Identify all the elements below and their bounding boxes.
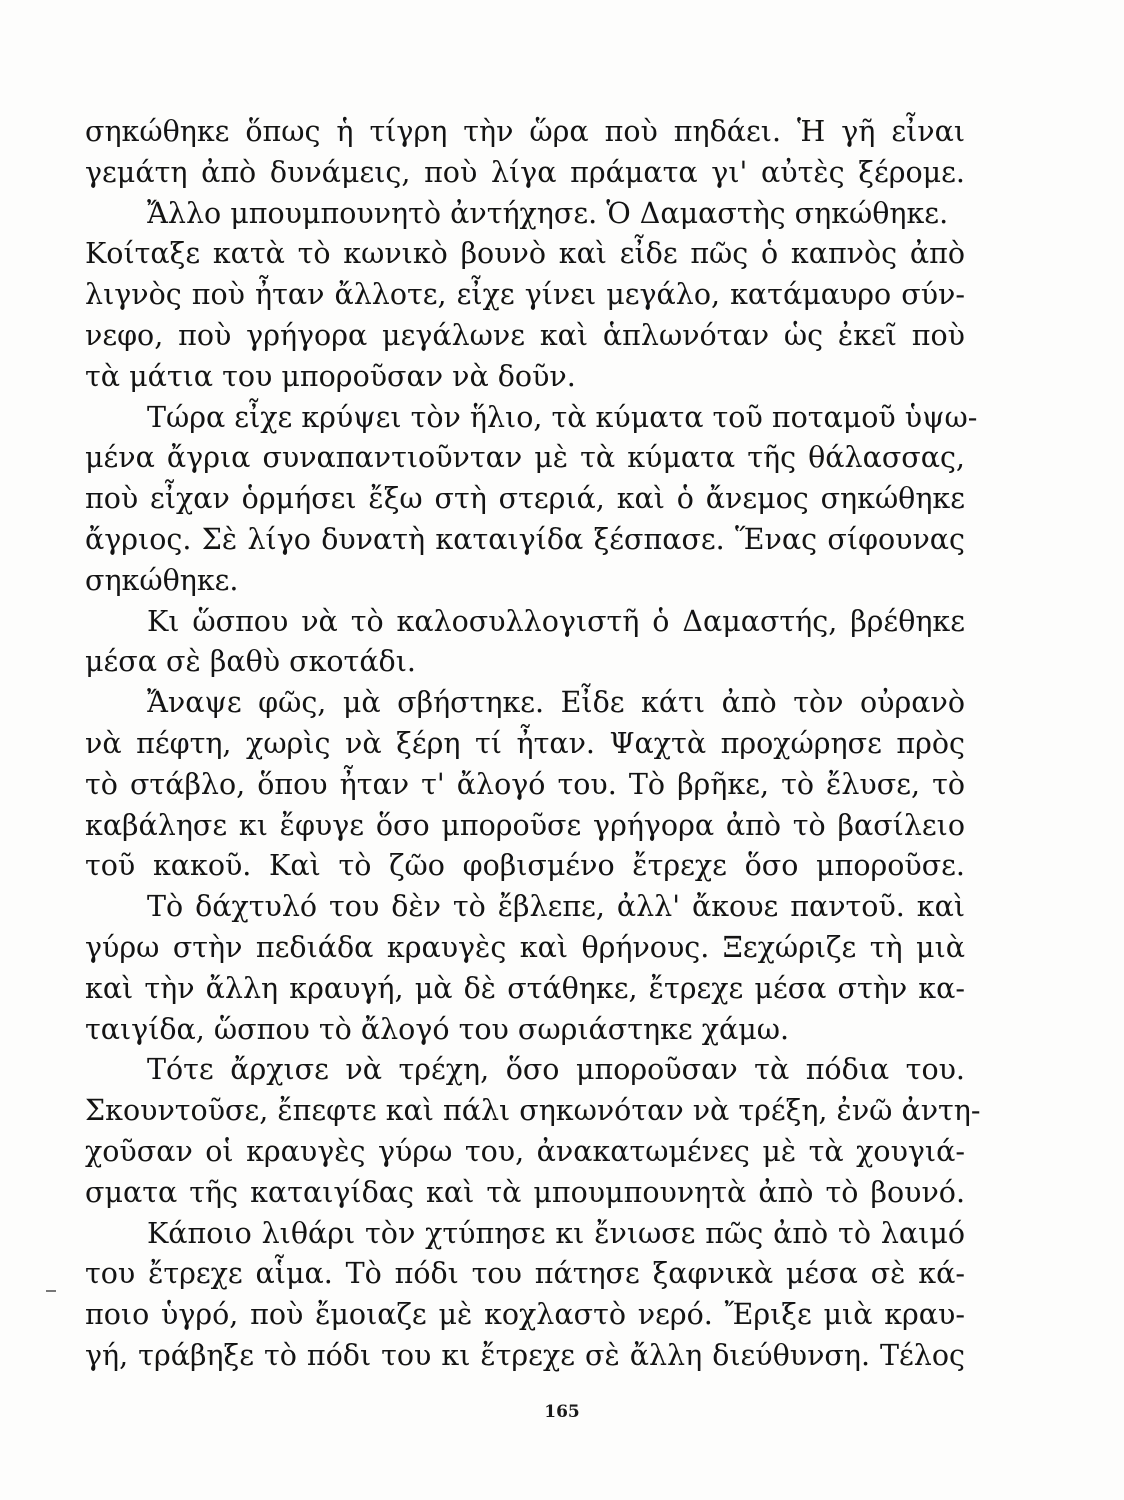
- text-line: Τὸ δάχτυλό του δὲν τὸ ἔβλεπε, ἀλλ' ἄκουε παντοῦ. καὶ: [147, 890, 965, 924]
- text-line: Ἄλλο μπουμπουνητὸ ἀντήχησε. Ὁ Δαμαστὴς σηκώθηκε.: [147, 196, 949, 230]
- text-line: μένα ἄγρια συναπαντιοῦνταν μὲ τὰ κύματα τῆς θάλασσας,: [85, 441, 965, 475]
- text-line: Κι ὥσπου νὰ τὸ καλοσυλλογιστῆ ὁ Δαμαστής, βρέθηκε: [147, 604, 965, 638]
- text-line: σματα τῆς καταιγίδας καὶ τὰ μπουμπουνητὰ ἀπὸ τὸ βουνό.: [85, 1175, 965, 1209]
- text-line: νεφο, ποὺ γρήγορα μεγάλωνε καὶ ἁπλωνόταν ὡς ἐκεῖ ποὺ: [85, 318, 965, 352]
- text-line: ποιο ὑγρό, ποὺ ἔμοιαζε μὲ κοχλαστὸ νερό. Ἔριξε μιὰ κραυ-: [85, 1298, 965, 1332]
- text-line: τὰ μάτια του μποροῦσαν νὰ δοῦν.: [85, 359, 576, 393]
- text-line: ταιγίδα, ὥσπου τὸ ἄλογό του σωριάστηκε χάμω.: [85, 1012, 790, 1046]
- text-line: σηκώθηκε.: [85, 563, 239, 597]
- text-line: καὶ τὴν ἄλλη κραυγή, μὰ δὲ στάθηκε, ἔτρεχε μέσα στὴν κα-: [85, 971, 965, 1005]
- text-line: γή, τράβηξε τὸ πόδι του κι ἔτρεχε σὲ ἄλλη διεύθυνση. Τέλος: [85, 1338, 965, 1372]
- text-line: καβάλησε κι ἔφυγε ὅσο μποροῦσε γρήγορα ἀπὸ τὸ βασίλειο: [85, 808, 965, 842]
- text-line: Κοίταξε κατὰ τὸ κωνικὸ βουνὸ καὶ εἶδε πῶς ὁ καπνὸς ἀπὸ: [85, 237, 965, 271]
- text-line: ποὺ εἶχαν ὁρμήσει ἔξω στὴ στεριά, καὶ ὁ ἄνεμος σηκώθηκε: [85, 482, 965, 516]
- text-line: Σκουντοῦσε, ἔπεφτε καὶ πάλι σηκωνόταν νὰ τρέξη, ἐνῶ ἀντη-: [85, 1094, 981, 1128]
- text-line: του ἔτρεχε αἷμα. Τὸ πόδι του πάτησε ξαφνικὰ μέσα σὲ κά-: [85, 1257, 965, 1291]
- text-line: τὸ στάβλο, ὅπου ἦταν τ' ἄλογό του. Τὸ βρῆκε, τὸ ἔλυσε, τὸ: [85, 767, 965, 801]
- text-line: γεμάτη ἀπὸ δυνάμεις, ποὺ λίγα πράματα γι' αὐτὲς ξέρομε.: [85, 155, 965, 189]
- text-line: σηκώθηκε ὅπως ἡ τίγρη τὴν ὥρα ποὺ πηδάει. Ἡ γῆ εἶναι: [85, 115, 965, 148]
- text-line: λιγνὸς ποὺ ἦταν ἄλλοτε, εἶχε γίνει μεγάλο, κατάμαυρο σύν-: [85, 278, 965, 312]
- text-line: γύρω στὴν πεδιάδα κραυγὲς καὶ θρήνους. Ξεχώριζε τὴ μιὰ: [85, 930, 965, 964]
- text-line: Τότε ἄρχισε νὰ τρέχη, ὅσο μποροῦσαν τὰ πόδια του.: [147, 1053, 965, 1087]
- text-line: Τώρα εἶχε κρύψει τὸν ἥλιο, τὰ κύματα τοῦ ποταμοῦ ὑψω-: [147, 400, 978, 434]
- text-line: Ἄναψε φῶς, μὰ σβήστηκε. Εἶδε κάτι ἀπὸ τὸν οὐρανὸ: [147, 686, 965, 720]
- text-line: Κάποιο λιθάρι τὸν χτύπησε κι ἔνιωσε πῶς ἀπὸ τὸ λαιμό: [147, 1216, 965, 1250]
- text-line: τοῦ κακοῦ. Καὶ τὸ ζῶο φοβισμένο ἔτρεχε ὅσο μποροῦσε.: [85, 849, 965, 883]
- margin-mark: [46, 1290, 56, 1292]
- text-line: χοῦσαν οἱ κραυγὲς γύρω του, ἀνακατωμένες μὲ τὰ χουγιά-: [85, 1134, 965, 1168]
- body-text: [85, 112, 981, 1377]
- text-line: ἄγριος. Σὲ λίγο δυνατὴ καταιγίδα ξέσπασε. Ἕνας σίφουνας: [85, 522, 965, 556]
- page-number: 165: [544, 1402, 580, 1422]
- text-line: μέσα σὲ βαθὺ σκοτάδι.: [85, 645, 416, 679]
- text-line: νὰ πέφτη, χωρὶς νὰ ξέρη τί ἦταν. Ψαχτὰ προχώρησε πρὸς: [85, 726, 965, 760]
